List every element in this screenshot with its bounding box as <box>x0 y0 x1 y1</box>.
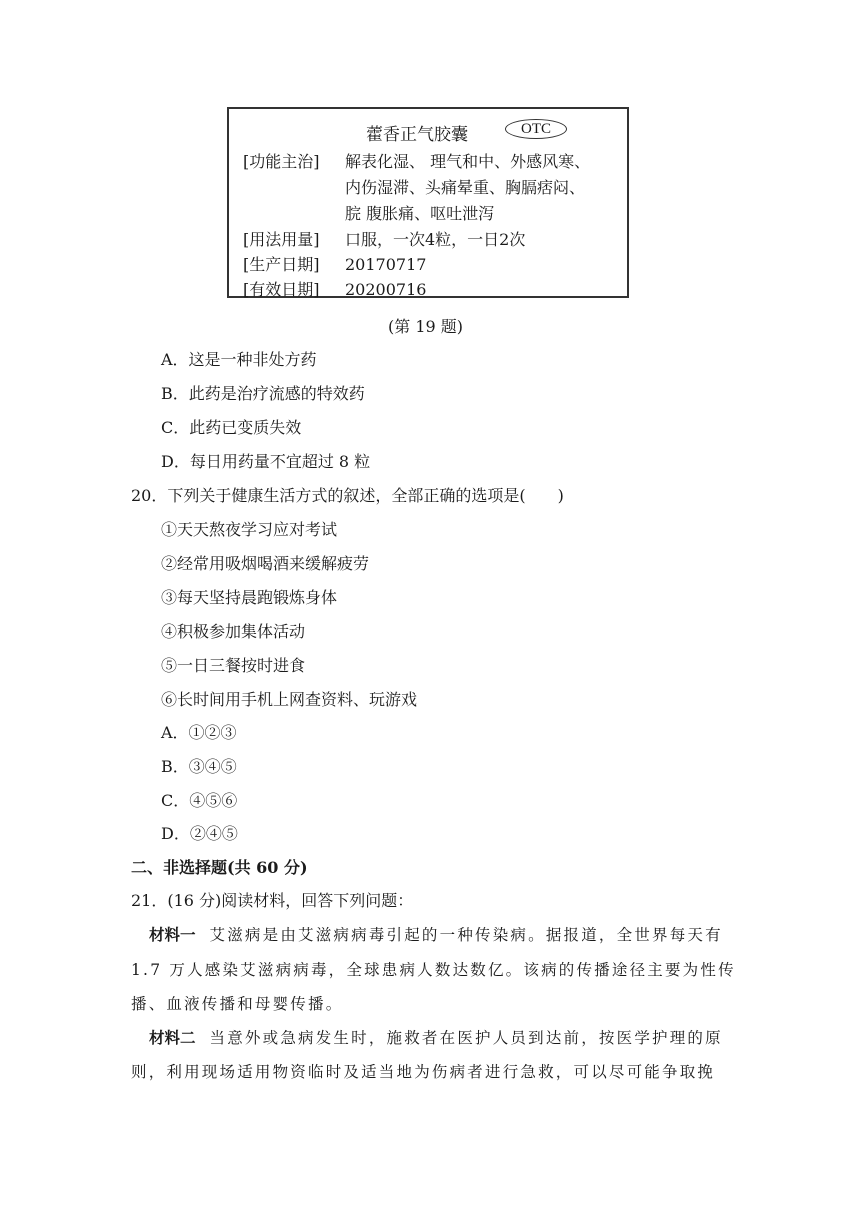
q20-option-d: D．②④⑤ <box>161 824 238 843</box>
q20-item: ⑤一日三餐按时进食 <box>161 656 306 675</box>
expiry-date-key: [有效日期] <box>243 280 320 299</box>
q20-stem: 20．下列关于健康生活方式的叙述，全部正确的选项是( ) <box>131 486 564 505</box>
indications-line: 解表化湿、 理气和中、外感风寒、 <box>345 152 591 171</box>
indications-row <box>243 149 590 172</box>
section-heading: 二、非选择题(共 60 分) <box>131 858 308 877</box>
q20-item: ③每天坚持晨跑锻炼身体 <box>161 588 338 607</box>
q19-option-a: A．这是一种非处方药 <box>161 350 317 369</box>
indications-line: 内伤湿滞、头痛晕重、胸膈痞闷、 <box>345 178 586 197</box>
drug-name: 藿香正气胶囊 <box>366 125 468 145</box>
expiry-date-value: 20200716 <box>345 280 427 299</box>
q20-option-a: A．①②③ <box>161 723 237 742</box>
material-two-text: 当意外或急病发生时，施救者在医护人员到达前，按医学护理的原 <box>209 1029 723 1047</box>
q20-item: ⑥长时间用手机上网查资料、玩游戏 <box>161 690 418 709</box>
material-one-line: 1.7 万人感染艾滋病病毒，全球患病人数达数亿。该病的传播途径主要为性传 <box>131 961 736 979</box>
q20-option-b: B．③④⑤ <box>161 757 237 776</box>
q20-item: ①天天熬夜学习应对考试 <box>161 520 338 539</box>
material-two-line: 则，利用现场适用物资临时及适当地为伤病者进行急救，可以尽可能争取挽 <box>131 1063 716 1081</box>
q19-option-c: C．此药已变质失效 <box>161 418 302 437</box>
q20-item: ④积极参加集体活动 <box>161 622 306 641</box>
drug-label-box <box>227 107 629 298</box>
q20-option-c: C．④⑤⑥ <box>161 791 238 810</box>
material-one-title: 材料一 <box>149 925 196 944</box>
q19-option-d: D．每日用药量不宜超过 8 粒 <box>161 452 371 471</box>
expiry-date-row <box>243 277 426 300</box>
indications-line: 脘 腹胀痛、呕吐泄泻 <box>345 204 495 223</box>
material-one-line <box>149 923 723 945</box>
material-one-text: 艾滋病是由艾滋病病毒引起的一种传染病。据报道，全世界每天有 <box>209 926 723 944</box>
production-date-key: [生产日期] <box>243 255 320 274</box>
indications-key: [功能主治] <box>243 152 320 171</box>
q20-item: ②经常用吸烟喝酒来缓解疲劳 <box>161 554 370 573</box>
usage-value: 口服，一次4粒，一日2次 <box>345 230 526 249</box>
material-two-line <box>149 1026 723 1048</box>
material-two-title: 材料二 <box>149 1028 196 1047</box>
otc-badge: OTC <box>505 119 567 139</box>
figure-caption: (第 19 题) <box>388 317 464 336</box>
q21-stem: 21．(16 分)阅读材料，回答下列问题： <box>131 891 414 910</box>
material-one-line: 播、血液传播和母婴传播。 <box>131 995 344 1013</box>
usage-key: [用法用量] <box>243 230 320 249</box>
q19-option-b: B．此药是治疗流感的特效药 <box>161 384 365 403</box>
production-date-row <box>243 252 426 275</box>
production-date-value: 20170717 <box>345 255 427 274</box>
usage-row <box>243 227 525 250</box>
